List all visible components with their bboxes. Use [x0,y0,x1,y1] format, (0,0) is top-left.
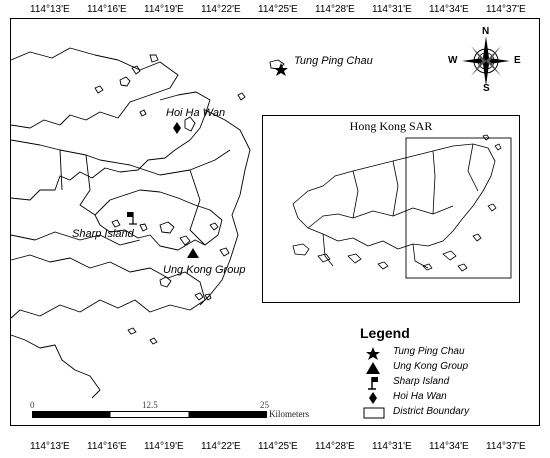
district-boundary [80,155,95,215]
label-sharp-island: Sharp Island [72,228,134,240]
sharp-island-flag-icon [127,212,137,224]
island [185,117,195,131]
island [120,77,130,86]
island [195,293,203,300]
island [95,86,103,93]
legend-item-label: Hoi Ha Wan [393,391,447,402]
island [150,55,158,62]
district-boundary [60,150,62,190]
legend [355,325,525,425]
island [220,248,229,256]
coord-bottom-label: 114°31'E [372,441,412,452]
compass-rose [448,28,524,94]
coord-bottom-label: 114°25'E [258,441,298,452]
coastline-northwest [11,48,178,128]
scale-tick-label: 25 [260,400,269,410]
flag-icon [365,376,381,390]
island [132,66,140,74]
compass-south-label: S [483,83,490,94]
coord-bottom-label: 114°16'E [87,441,127,452]
inset-map-outline [263,116,521,304]
island [160,222,174,233]
coord-top-label: 114°25'E [258,4,298,15]
scale-unit-label: Kilometers [269,409,309,419]
coord-bottom-label: 114°28'E [315,441,355,452]
coord-bottom-label: 114°22'E [201,441,241,452]
coord-bottom-label: 114°13'E [30,441,70,452]
island [160,277,171,287]
coord-top-label: 114°13'E [30,4,70,15]
diamond-icon [365,391,381,405]
coord-top-label: 114°22'E [201,4,241,15]
ung-kong-group-triangle-icon [187,248,199,258]
compass-north-label: N [482,26,490,37]
inset-title: Hong Kong SAR [349,119,433,133]
coastline-southwest [11,335,100,398]
island [150,338,157,344]
scale-bar [32,400,322,422]
legend-item [355,346,525,360]
legend-item [355,376,525,390]
legend-item-label: District Boundary [393,406,470,417]
coord-bottom-label: 114°37'E [486,441,526,452]
legend-title: Legend [360,325,410,341]
legend-item-label: Sharp Island [393,376,450,387]
island [210,223,218,230]
island [128,328,136,334]
coord-top-label: 114°37'E [486,4,526,15]
rectangle-icon [363,406,385,420]
scale-bar-graphic [32,410,267,422]
compass-east-label: E [514,55,521,66]
label-ung-kong-group: Ung Kong Group [163,264,246,276]
triangle-icon [365,361,381,375]
inset-study-area-box [406,138,511,278]
coastline-sai-kung [95,190,222,250]
coord-top-label: 114°28'E [315,4,355,15]
coord-top-label: 114°16'E [87,4,127,15]
legend-item [355,406,525,420]
scale-tick-label: 12.5 [142,400,158,410]
hoi-ha-wan-diamond-icon [173,122,181,134]
coord-top-label: 114°34'E [429,4,469,15]
scale-tick-label: 0 [30,400,35,410]
legend-item-label: Ung Kong Group [393,361,469,372]
compass-west-label: W [448,55,458,66]
inset-map [262,115,520,303]
tung-ping-chau-star-icon [274,63,288,76]
island [238,93,245,100]
legend-item-label: Tung Ping Chau [393,346,465,357]
legend-item [355,391,525,405]
label-hoi-ha-wan: Hoi Ha Wan [166,107,226,119]
coord-top-label: 114°19'E [144,4,184,15]
island [140,224,147,231]
coord-bottom-label: 114°34'E [429,441,469,452]
star-icon [365,346,381,360]
coord-top-label: 114°31'E [372,4,412,15]
island [112,220,120,227]
legend-item [355,361,525,375]
coord-bottom-label: 114°19'E [144,441,184,452]
label-tung-ping-chau: Tung Ping Chau [294,55,373,67]
district-boundary [100,150,230,175]
island [140,110,146,116]
